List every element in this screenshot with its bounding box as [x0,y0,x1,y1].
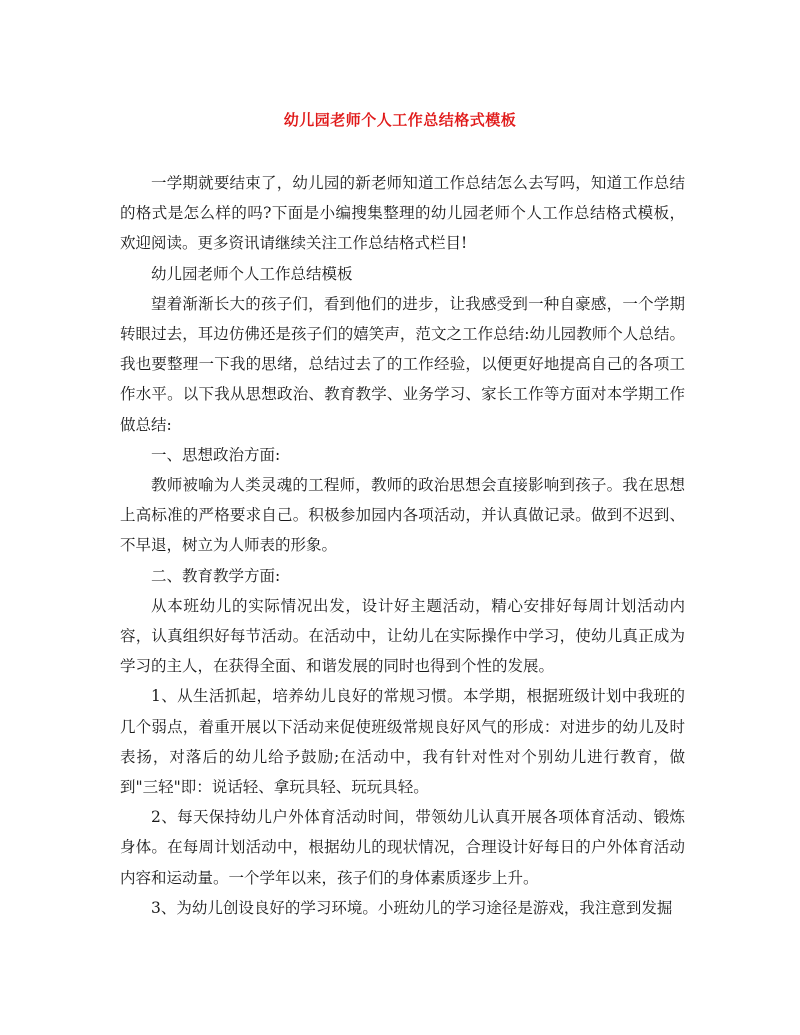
paragraph-intro: 一学期就要结束了，幼儿园的新老师知道工作总结怎么去写吗，知道工作总结的格式是怎么样的吗?下面是小编搜集整理的幼儿园老师个人工作总结格式模板，欢迎阅读。更多资讯请继续关注工作总结格式栏目! [120,174,685,253]
document-body [120,168,685,923]
paragraph-item-3: 3、为幼儿创设良好的学习环境。小班幼儿的学习途径是游戏，我注意到发掘 [151,898,673,917]
heading-political: 一、思想政治方面: [151,445,281,464]
paragraph-item-1: 1、从生活抓起，培养幼儿良好的常规习惯。本学期，根据班级计划中我班的几个弱点，着重开展以下活动来促使班级常规良好风气的形成：对进步的幼儿及时表扬，对落后的幼儿给予鼓励;在活动中，我有针对性对个别幼儿进行教育，做到"三轻"即：说话轻、拿玩具轻、玩玩具轻。 [120,687,685,797]
heading-teaching: 二、教育教学方面: [151,566,281,585]
paragraph-teaching: 从本班幼儿的实际情况出发，设计好主题活动，精心安排好每周计划活动内容，认真组织好每节活动。在活动中，让幼儿在实际操作中学习，使幼儿真正成为学习的主人，在获得全面、和谐发展的同时也得到个性的发展。 [120,596,685,676]
document-title: 幼儿园老师个人工作总结格式模板 [283,111,517,129]
paragraph-subtitle: 幼儿园老师个人工作总结模板 [151,264,353,283]
paragraph-political: 教师被喻为人类灵魂的工程师，教师的政治思想会直接影响到孩子。我在思想上高标准的严格要求自己。积极参加园内各项活动，并认真做记录。做到不迟到、不早退，树立为人师表的形象。 [120,476,685,555]
paragraph-item-2: 2、每天保持幼儿户外体育活动时间，带领幼儿认真开展各项体育活动、锻炼身体。在每周计划活动中，根据幼儿的现状情况，合理设计好每日的户外体育活动内容和运动量。一个学年以来，孩子们的身体素质逐步上升。 [120,808,685,887]
paragraph-opening: 望着渐渐长大的孩子们，看到他们的进步，让我感受到一种自豪感，一个学期转眼过去，耳边仿佛还是孩子们的嬉笑声，范文之工作总结:幼儿园教师个人总结。我也要整理一下我的思绪，总结过去了的工作经验，以便更好地提高自己的各项工作水平。以下我从思想政治、教育教学、业务学习、家长工作等方面对本学期工作做总结: [120,294,685,434]
